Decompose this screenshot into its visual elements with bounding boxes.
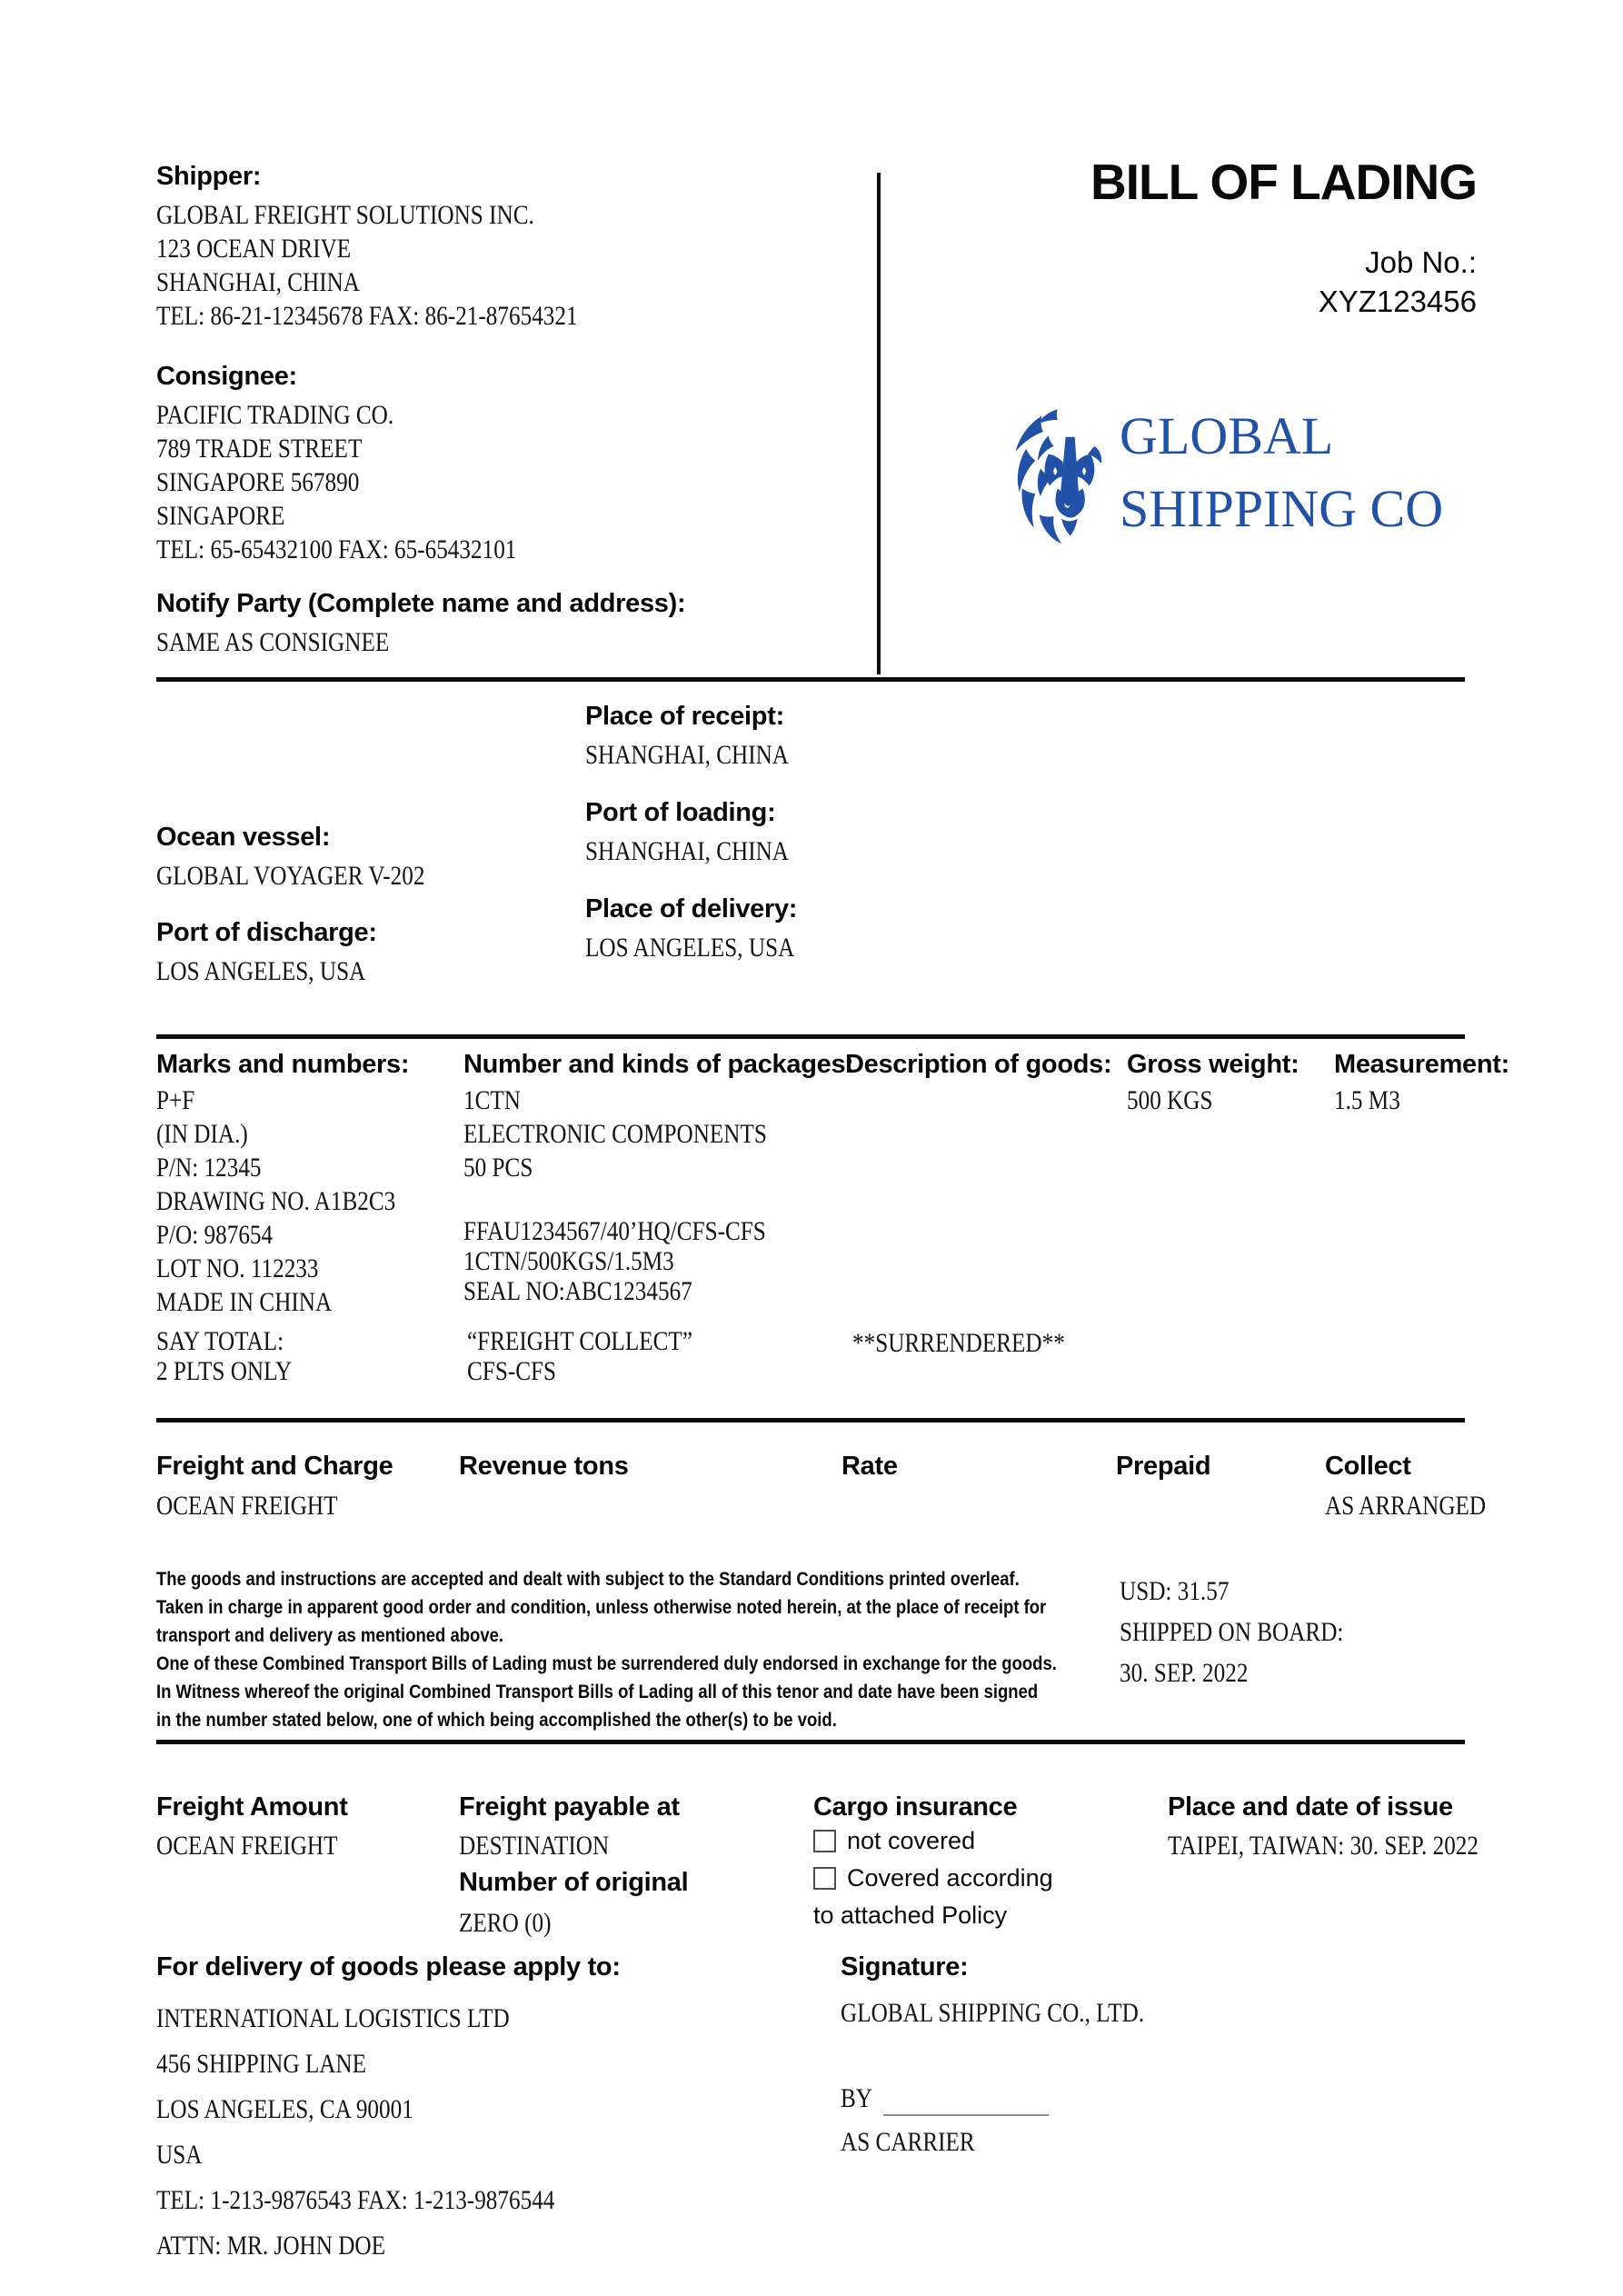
consignee-line: SINGAPORE 567890 [156, 467, 360, 497]
container-line: FFAU1234567/40’HQ/CFS-CFS [463, 1216, 766, 1246]
notify-party-value: SAME AS CONSIGNEE [156, 627, 390, 657]
revenue-tons-header: Revenue tons [459, 1452, 629, 1481]
marks-line: P/N: 12345 [156, 1153, 262, 1183]
delivery-apply-label: For delivery of goods please apply to: [156, 1952, 621, 1982]
gross-weight-header: Gross weight: [1127, 1050, 1299, 1079]
consignee-line: PACIFIC TRADING CO. [156, 400, 394, 430]
charges-block [1120, 1571, 1343, 1693]
marks-line: P+F [156, 1085, 195, 1115]
marks-and-numbers-header: Marks and numbers: [156, 1050, 410, 1079]
consignee-line: 789 TRADE STREET [156, 434, 363, 464]
as-arranged-value: AS ARRANGED [1325, 1491, 1487, 1521]
delivery-line: TEL: 1-213-9876543 FAX: 1-213-9876544 [156, 2185, 555, 2215]
measurement-header: Measurement: [1334, 1050, 1510, 1079]
delivery-agent-block [156, 1996, 554, 2269]
place-of-delivery-value: LOS ANGELES, USA [585, 933, 795, 963]
packages-line: 1CTN [463, 1085, 521, 1115]
marks-line: LOT NO. 112233 [156, 1253, 319, 1283]
place-of-receipt-value: SHANGHAI, CHINA [585, 740, 790, 770]
consignee-address [156, 398, 516, 566]
packages-line: ELECTRONIC COMPONENTS [463, 1119, 767, 1149]
ocean-vessel-label: Ocean vessel: [156, 823, 331, 852]
say-total-line: 2 PLTS ONLY [156, 1356, 293, 1386]
shipper-address [156, 198, 578, 333]
freight-note-line: “FREIGHT COLLECT” [467, 1326, 693, 1356]
signature-by-label: BY [841, 2083, 873, 2113]
section-rule [156, 677, 1465, 682]
packages-header: Number and kinds of packages: [463, 1050, 854, 1079]
conditions-line: The goods and instructions are accepted and dealt with subject to the Standard Conditions printed overleaf. [156, 1569, 1020, 1590]
delivery-line: ATTN: MR. JOHN DOE [156, 2231, 385, 2261]
job-no-label: Job No.: [1365, 245, 1477, 279]
consignee-line: SINGAPORE [156, 501, 285, 531]
conditions-line: transport and delivery as mentioned above. [156, 1625, 504, 1646]
shipper-line: 123 OCEAN DRIVE [156, 234, 352, 264]
shipped-on-board-date: 30. SEP. 2022 [1120, 1658, 1249, 1688]
usd-amount: USD: 31.57 [1120, 1576, 1230, 1606]
as-carrier-label: AS CARRIER [841, 2127, 975, 2157]
ocean-vessel-value: GLOBAL VOYAGER V-202 [156, 861, 425, 891]
conditions-line: One of these Combined Transport Bills of Lading must be surrendered duly endorsed in exchange for the goods. [156, 1653, 1057, 1674]
description-of-goods-header: Description of goods: [845, 1050, 1112, 1079]
place-and-date-of-issue-label: Place and date of issue [1168, 1792, 1453, 1822]
marks-line: DRAWING NO. A1B2C3 [156, 1186, 396, 1216]
section-rule [156, 1740, 1465, 1744]
conditions-line: in the number stated below, one of which being accomplished the other(s) to be void. [156, 1710, 837, 1731]
shipped-on-board-label: SHIPPED ON BOARD: [1120, 1617, 1344, 1647]
collect-header: Collect [1325, 1452, 1411, 1481]
prepaid-header: Prepaid [1116, 1452, 1211, 1481]
checkbox-label: not covered [847, 1827, 976, 1854]
document-title: BILL OF LADING [1090, 154, 1477, 210]
notify-party-label: Notify Party (Complete name and address): [156, 589, 686, 618]
freight-payable-at-value: DESTINATION [459, 1831, 610, 1861]
delivery-line: LOS ANGELES, CA 90001 [156, 2094, 413, 2124]
freight-note-line: CFS-CFS [467, 1356, 557, 1386]
gross-weight-value: 500 KGS [1127, 1085, 1213, 1115]
delivery-line: USA [156, 2140, 203, 2170]
say-total-line: SAY TOTAL: [156, 1326, 284, 1356]
number-of-original-value: ZERO (0) [459, 1908, 552, 1938]
shipper-line: TEL: 86-21-12345678 FAX: 86-21-87654321 [156, 301, 578, 331]
conditions-line: In Witness whereof the original Combined Transport Bills of Lading all of this tenor and date have been signed [156, 1682, 1039, 1702]
logo-wordmark [1120, 400, 1443, 545]
signature-label: Signature: [841, 1952, 969, 1982]
container-line: SEAL NO:ABC1234567 [463, 1276, 692, 1306]
cargo-insurance-option-covered [813, 1864, 1053, 1892]
logo-line-1: GLOBAL [1120, 406, 1334, 465]
port-of-discharge-label: Port of discharge: [156, 918, 377, 947]
port-of-loading-label: Port of loading: [585, 798, 776, 827]
consignee-label: Consignee: [156, 362, 297, 391]
container-line: 1CTN/500KGS/1.5M3 [463, 1246, 674, 1276]
signature-company: GLOBAL SHIPPING CO., LTD. [841, 1998, 1145, 2028]
checkbox-label: Covered according [847, 1864, 1053, 1892]
marks-line: P/O: 987654 [156, 1220, 274, 1250]
freight-and-charge-header: Freight and Charge [156, 1452, 393, 1481]
place-of-receipt-label: Place of receipt: [585, 702, 784, 731]
shipper-line: GLOBAL FREIGHT SOLUTIONS INC. [156, 200, 534, 230]
say-total-block [156, 1326, 292, 1386]
number-of-original-label: Number of original [459, 1868, 689, 1897]
conditions-line: Taken in charge in apparent good order and condition, unless otherwise noted herein, at the place of receipt for [156, 1597, 1047, 1618]
cargo-insurance-option-not-covered [813, 1827, 975, 1855]
port-of-loading-value: SHANGHAI, CHINA [585, 836, 790, 866]
delivery-line: INTERNATIONAL LOGISTICS LTD [156, 2003, 510, 2033]
measurement-value: 1.5 M3 [1334, 1085, 1400, 1115]
freight-amount-value: OCEAN FREIGHT [156, 1831, 338, 1861]
packages-line: 50 PCS [463, 1153, 533, 1183]
shipper-line: SHANGHAI, CHINA [156, 267, 361, 297]
shipper-label: Shipper: [156, 162, 262, 191]
job-no-value: XYZ123456 [1318, 285, 1477, 318]
empty-checkbox-icon [813, 1867, 836, 1890]
cargo-insurance-option-covered-cont: to attached Policy [813, 1902, 1008, 1929]
freight-payable-at-label: Freight payable at [459, 1792, 680, 1822]
packages-block [463, 1083, 767, 1184]
port-of-discharge-value: LOS ANGELES, USA [156, 956, 366, 986]
rate-header: Rate [841, 1452, 898, 1481]
delivery-line: 456 SHIPPING LANE [156, 2049, 367, 2079]
logo-line-2: SHIPPING CO [1120, 479, 1444, 538]
consignee-line: TEL: 65-65432100 FAX: 65-65432101 [156, 534, 517, 564]
empty-checkbox-icon [813, 1830, 836, 1852]
freight-collect-note [467, 1326, 692, 1386]
marks-line: (IN DIA.) [156, 1119, 248, 1149]
section-rule [156, 1034, 1465, 1039]
header-divider-line [877, 173, 881, 674]
standard-conditions-text [156, 1565, 1057, 1734]
place-of-delivery-label: Place of delivery: [585, 894, 798, 923]
ocean-freight-value: OCEAN FREIGHT [156, 1491, 338, 1521]
marks-line: MADE IN CHINA [156, 1287, 333, 1317]
signature-line [883, 2114, 1049, 2116]
marks-and-numbers-block [156, 1083, 395, 1319]
container-details-block [463, 1216, 766, 1306]
section-rule [156, 1418, 1465, 1423]
cargo-insurance-label: Cargo insurance [813, 1792, 1018, 1822]
freight-amount-label: Freight Amount [156, 1792, 348, 1822]
place-and-date-of-issue-value: TAIPEI, TAIWAN: 30. SEP. 2022 [1168, 1831, 1479, 1861]
lion-head-icon [1002, 391, 1108, 549]
surrendered-note: **SURRENDERED** [852, 1328, 1065, 1358]
